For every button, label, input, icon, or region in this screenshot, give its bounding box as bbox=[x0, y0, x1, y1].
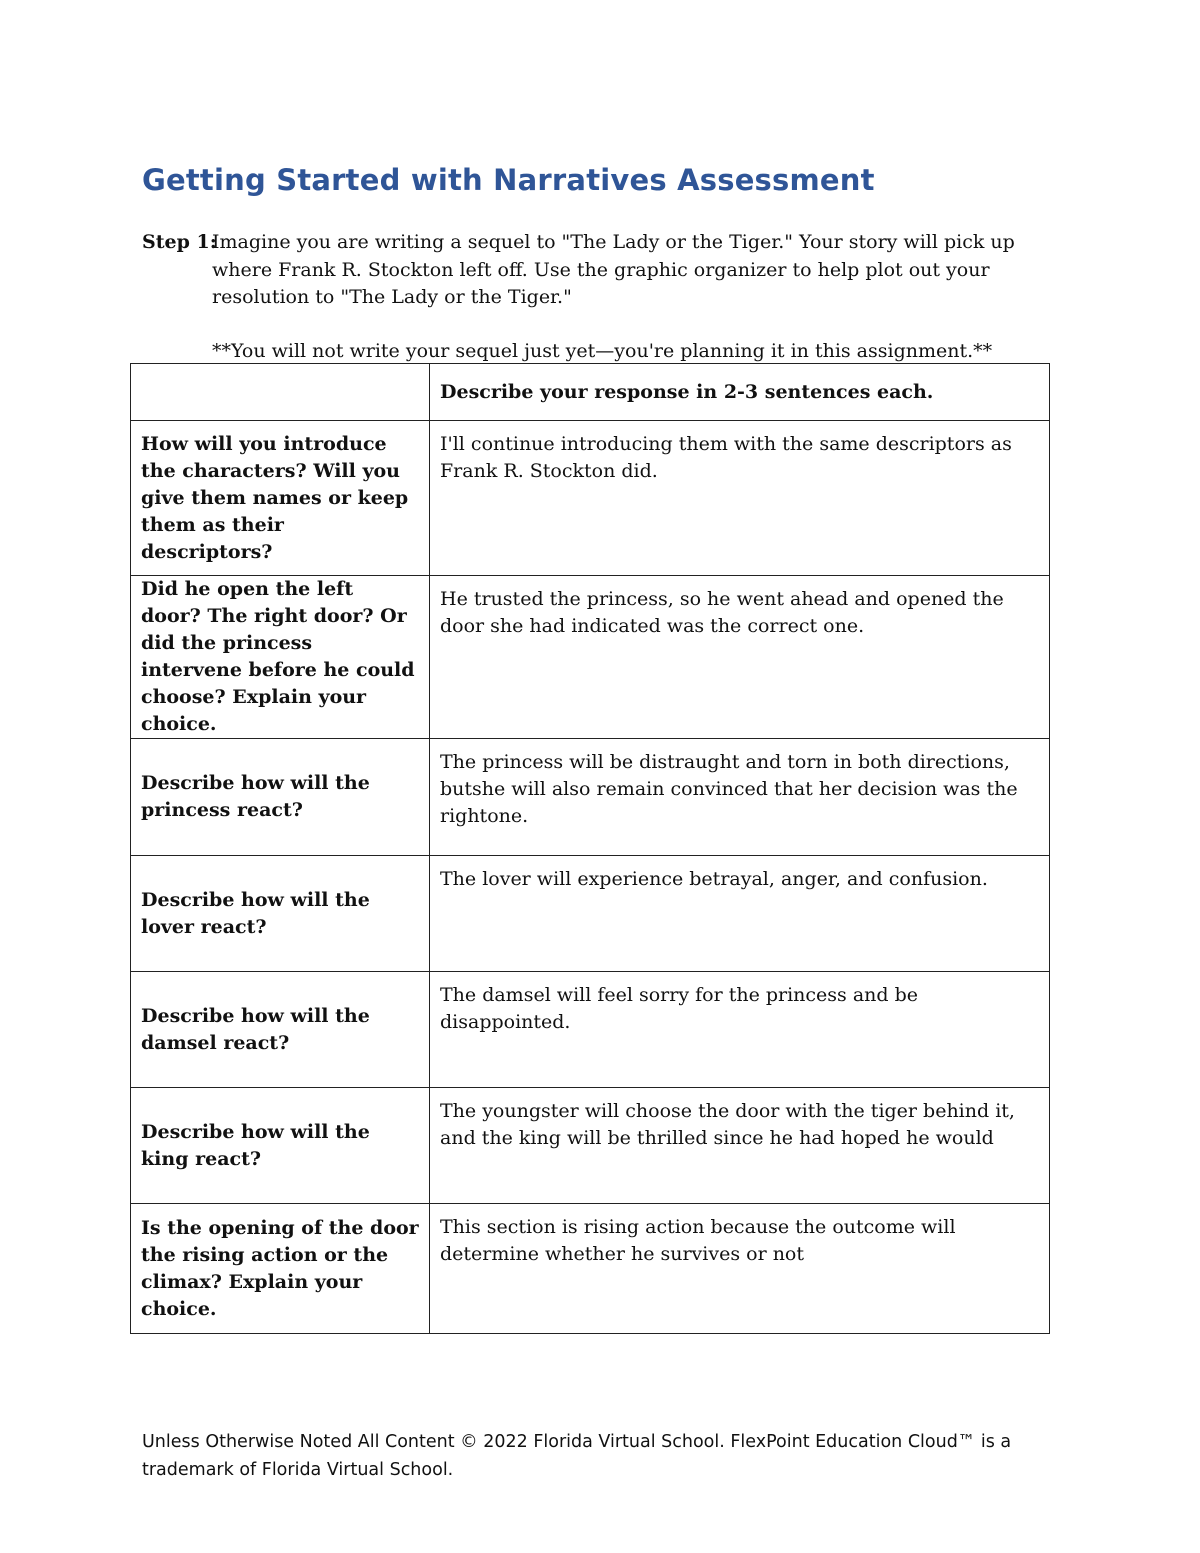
question-cell: Describe how will the lover react? bbox=[131, 856, 430, 972]
answer-cell: He trusted the princess, so he went ahead and opened the door she had indicated was the correct one. bbox=[430, 576, 1050, 739]
question-cell: How will you introduce the characters? Will you give them names or keep them as their descriptors? bbox=[131, 421, 430, 576]
page-title: Getting Started with Narratives Assessment bbox=[142, 163, 875, 197]
copyright-footer: Unless Otherwise Noted All Content © 2022 Florida Virtual School. FlexPoint Education Cloud™ is a trademark of Florida Virtual School. bbox=[142, 1432, 1012, 1480]
header-cell-empty bbox=[131, 364, 430, 421]
table-row bbox=[131, 739, 1050, 856]
question-cell: Did he open the left door? The right door? Or did the princess intervene before he could choose? Explain your choice. bbox=[131, 576, 430, 739]
answer-cell: The lover will experience betrayal, anger, and confusion. bbox=[430, 856, 1050, 972]
answer-cell: The damsel will feel sorry for the princess and be disappointed. bbox=[430, 972, 1050, 1088]
table-row bbox=[131, 1088, 1050, 1204]
question-cell: Describe how will the damsel react? bbox=[131, 972, 430, 1088]
answer-cell: The princess will be distraught and torn in both directions, butshe will also remain convinced that her decision was the rightone. bbox=[430, 739, 1050, 856]
table-header-row bbox=[131, 364, 1050, 421]
answer-cell: This section is rising action because the outcome will determine whether he survives or not bbox=[430, 1204, 1050, 1334]
answer-cell: The youngster will choose the door with the tiger behind it, and the king will be thrilled since he had hoped he would bbox=[430, 1088, 1050, 1204]
table-row bbox=[131, 856, 1050, 972]
table-row bbox=[131, 972, 1050, 1088]
answer-cell: I'll continue introducing them with the same descriptors as Frank R. Stockton did. bbox=[430, 421, 1050, 576]
table-row bbox=[131, 421, 1050, 576]
table-row bbox=[131, 1204, 1050, 1334]
question-cell: Is the opening of the door the rising action or the climax? Explain your choice. bbox=[131, 1204, 430, 1334]
table-row bbox=[131, 576, 1050, 739]
step-text: Imagine you are writing a sequel to "The Lady or the Tiger." Your story will pick up where Frank R. Stockton left off. Use the graphic organizer to help plot out your resolution to "The Lady or the Tiger." bbox=[212, 231, 1015, 308]
step-label: Step 1: bbox=[142, 231, 217, 253]
question-cell: Describe how will the princess react? bbox=[131, 739, 430, 856]
step-instructions bbox=[142, 229, 1022, 312]
planning-note: **You will not write your sequel just yet—you're planning it in this assignment.** bbox=[212, 340, 993, 362]
header-cell-instructions: Describe your response in 2-3 sentences each. bbox=[430, 364, 1050, 421]
question-cell: Describe how will the king react? bbox=[131, 1088, 430, 1204]
graphic-organizer-table bbox=[130, 363, 1050, 1334]
